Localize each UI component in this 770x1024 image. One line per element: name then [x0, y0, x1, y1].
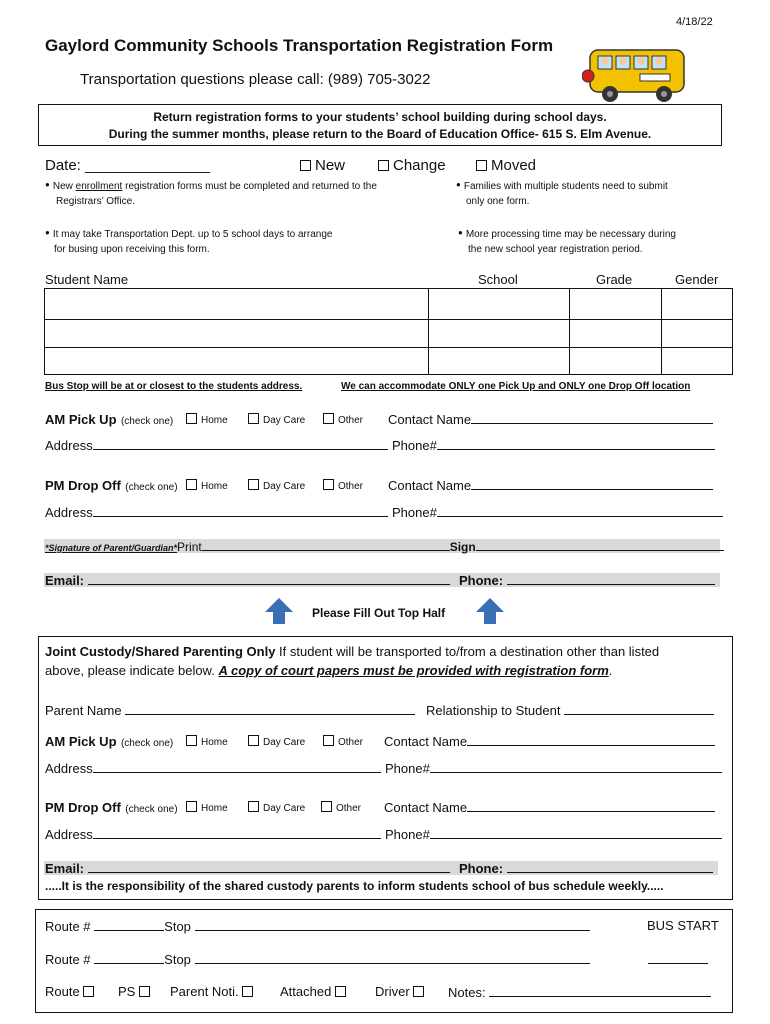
note-transport-time: ● It may take Transportation Dept. up to 5 school days to arrange: [45, 228, 333, 240]
form-subtitle: Transportation questions please call: (989) 705-3022: [80, 71, 431, 88]
joint-phone-field[interactable]: Phone:: [459, 860, 713, 876]
form-title: Gaylord Community Schools Transportation Registration Form: [45, 36, 554, 55]
school-cell-3[interactable]: [428, 347, 570, 375]
header-student-name: Student Name: [45, 272, 129, 287]
note-families: ● Families with multiple students need to submit: [456, 180, 668, 192]
status-change[interactable]: Change: [378, 157, 446, 174]
responsibility-note: .....It is the responsibility of the shared custody parents to inform students school of bus schedule weekly.....: [45, 879, 664, 893]
am-home-option[interactable]: Home: [186, 413, 228, 426]
accommodate-note: We can accommodate ONLY one Pick Up and ONLY one Drop Off location: [341, 381, 691, 392]
pm-other-option[interactable]: Other: [323, 479, 363, 492]
form-date: 4/18/22: [676, 16, 713, 28]
joint-am-home-checkbox[interactable]: [186, 735, 197, 746]
grade-cell-3[interactable]: [569, 347, 662, 375]
am-daycare-option[interactable]: Day Care: [248, 413, 305, 426]
date-field[interactable]: Date: _______________: [45, 157, 211, 174]
joint-pm-home-checkbox[interactable]: [186, 801, 197, 812]
notice-line-1: Return registration forms to your students’ school building during school days.: [153, 110, 607, 124]
pm-daycare-option[interactable]: Day Care: [248, 479, 305, 492]
joint-am-other-checkbox[interactable]: [323, 735, 334, 746]
joint-am-contact-name[interactable]: Contact Name: [384, 733, 715, 749]
bus-stop-note: Bus Stop will be at or closest to the students address.: [45, 381, 303, 392]
joint-am-pickup-row: AM Pick Up (check one): [45, 734, 174, 749]
pm-phone[interactable]: Phone#: [392, 504, 723, 520]
note-transport-time-cont: for busing upon receiving this form.: [54, 244, 210, 255]
gender-cell-1[interactable]: [661, 288, 733, 320]
joint-pm-home-option[interactable]: Home: [186, 801, 228, 814]
am-phone[interactable]: Phone#: [392, 437, 715, 453]
note-processing-cont: the new school year registration period.: [468, 244, 643, 255]
email-field[interactable]: Email:: [45, 572, 450, 588]
pm-dropoff-row: PM Drop Off (check one): [45, 478, 178, 493]
note-processing: ● More processing time may be necessary during: [458, 228, 676, 240]
joint-pm-daycare-checkbox[interactable]: [248, 801, 259, 812]
student-name-cell-3[interactable]: [44, 347, 429, 375]
student-name-cell-1[interactable]: [44, 288, 429, 320]
attached-check[interactable]: Attached: [280, 984, 350, 999]
moved-checkbox[interactable]: [476, 160, 487, 171]
am-other-option[interactable]: Other: [323, 413, 363, 426]
gender-cell-2[interactable]: [661, 319, 733, 348]
note-new-enrollment: ● New enrollment registration forms must be completed and returned to the: [45, 180, 377, 192]
am-address[interactable]: Address: [45, 437, 388, 453]
relationship-field[interactable]: Relationship to Student: [426, 702, 714, 718]
parent-noti-check[interactable]: Parent Noti.: [170, 984, 257, 999]
joint-email-field[interactable]: Email:: [45, 860, 450, 876]
joint-am-phone[interactable]: Phone#: [385, 760, 722, 776]
am-contact-name[interactable]: Contact Name: [388, 411, 713, 427]
status-new[interactable]: New: [300, 157, 345, 174]
school-bus-icon: [582, 36, 692, 106]
ps-checkbox[interactable]: [139, 986, 150, 997]
parent-noti-checkbox[interactable]: [242, 986, 253, 997]
phone-field[interactable]: Phone:: [459, 572, 715, 588]
notes-field[interactable]: Notes:: [448, 984, 711, 1000]
route-field-1[interactable]: Route # Stop: [45, 918, 590, 934]
joint-am-home-option[interactable]: Home: [186, 735, 228, 748]
joint-pm-address[interactable]: Address: [45, 826, 381, 842]
route-checkbox[interactable]: [83, 986, 94, 997]
pm-other-checkbox[interactable]: [323, 479, 334, 490]
joint-custody-intro-2: above, please indicate below. A copy of court papers must be provided with registration form.: [45, 663, 613, 678]
joint-custody-intro: Joint Custody/Shared Parenting Only If student will be transported to/from a destination other than listed: [45, 644, 660, 659]
pm-contact-name[interactable]: Contact Name: [388, 477, 713, 493]
school-cell-2[interactable]: [428, 319, 570, 348]
grade-cell-2[interactable]: [569, 319, 662, 348]
bus-start-line[interactable]: [648, 963, 708, 964]
attached-checkbox[interactable]: [335, 986, 346, 997]
header-grade: Grade: [596, 272, 633, 287]
am-pickup-row: AM Pick Up (check one): [45, 412, 174, 427]
grade-cell-1[interactable]: [569, 288, 662, 320]
notice-line-2: During the summer months, please return to the Board of Education Office- 615 S. Elm Avenue.: [108, 127, 652, 141]
am-other-checkbox[interactable]: [323, 413, 334, 424]
header-school: School: [478, 272, 518, 287]
pm-home-checkbox[interactable]: [186, 479, 197, 490]
student-name-cell-2[interactable]: [44, 319, 429, 348]
note-families-cont: only one form.: [466, 196, 530, 207]
status-moved[interactable]: Moved: [476, 157, 536, 174]
am-daycare-checkbox[interactable]: [248, 413, 259, 424]
header-gender: Gender: [675, 272, 719, 287]
gender-cell-3[interactable]: [661, 347, 733, 375]
school-cell-1[interactable]: [428, 288, 570, 320]
fill-top-half: Please Fill Out Top Half: [312, 606, 446, 620]
signature-row[interactable]: *Signature of Parent/Guardian*Print Sign: [45, 538, 724, 554]
joint-pm-other-checkbox[interactable]: [321, 801, 332, 812]
route-field-2[interactable]: Route # Stop: [45, 951, 590, 967]
up-arrow-icon: [264, 596, 294, 626]
joint-am-other-option[interactable]: Other: [323, 735, 363, 748]
parent-name-field[interactable]: Parent Name: [45, 702, 415, 718]
new-checkbox[interactable]: [300, 160, 311, 171]
joint-am-daycare-option[interactable]: Day Care: [248, 735, 305, 748]
ps-check[interactable]: PS: [118, 984, 154, 999]
joint-pm-dropoff-row: PM Drop Off (check one): [45, 800, 178, 815]
joint-pm-other-option[interactable]: Other: [321, 801, 361, 814]
am-home-checkbox[interactable]: [186, 413, 197, 424]
up-arrow-icon: [475, 596, 505, 626]
joint-pm-phone[interactable]: Phone#: [385, 826, 722, 842]
joint-am-address[interactable]: Address: [45, 760, 381, 776]
bus-start-label: BUS START: [647, 918, 719, 933]
driver-checkbox[interactable]: [413, 986, 424, 997]
pm-address[interactable]: Address: [45, 504, 388, 520]
pm-daycare-checkbox[interactable]: [248, 479, 259, 490]
route-check[interactable]: Route: [45, 984, 98, 999]
joint-pm-contact-name[interactable]: Contact Name: [384, 799, 715, 815]
joint-am-daycare-checkbox[interactable]: [248, 735, 259, 746]
joint-pm-daycare-option[interactable]: Day Care: [248, 801, 305, 814]
change-checkbox[interactable]: [378, 160, 389, 171]
driver-check[interactable]: Driver: [375, 984, 428, 999]
note-new-enrollment-cont: Registrars’ Office.: [56, 196, 135, 207]
pm-home-option[interactable]: Home: [186, 479, 228, 492]
